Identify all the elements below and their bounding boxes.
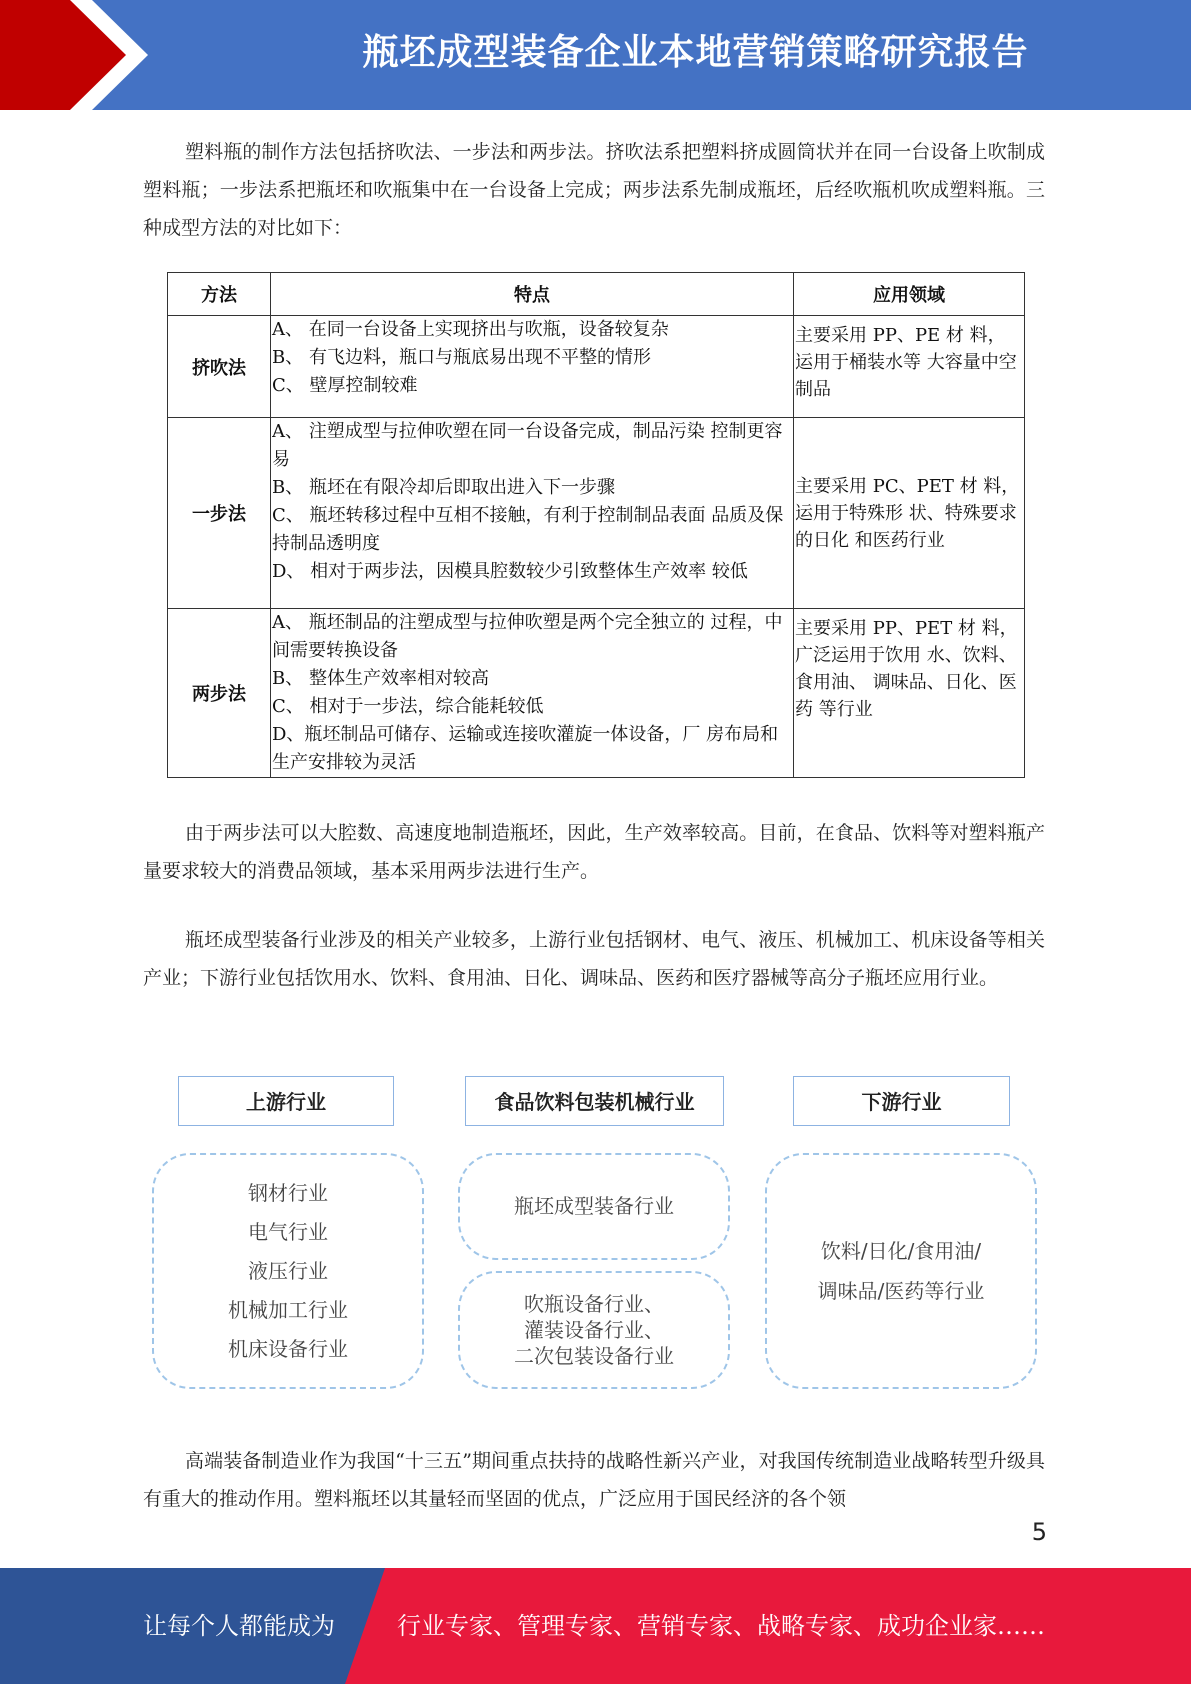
two-step-paragraph: 由于两步法可以大腔数、高速度地制造瓶坯，因此，生产效率较高。目前，在食品、饮料等对塑料瓶产量要求较大的消费品领域，基本采用两步法进行生产。 [143, 822, 1045, 882]
feature-line: B、 整体生产效率相对较高 [272, 668, 489, 689]
application-cell [794, 418, 1025, 609]
features-cell [271, 316, 794, 418]
application-text: 主要采用 PP、PET 材 料，广泛运用于饮用 水、饮料、食用油、 调味品、日化、医药 等行业 [795, 618, 1018, 720]
feature-line: C、 瓶坯转移过程中互相不接触，有利于控制制品表面 品质及保持制品透明度 [272, 505, 784, 554]
method-cell: 挤吹法 [168, 316, 271, 418]
feature-line: A、 在同一台设备上实现挤出与吹瓶，设备较复杂 [272, 319, 669, 340]
feature-line: B、 瓶坯在有限冷却后即取出进入下一步骤 [272, 477, 615, 498]
features-cell [271, 609, 794, 778]
table-row [168, 316, 1025, 418]
application-text: 主要采用 PP、PE 材 料，运用于桶装水等 大容量中空制品 [795, 325, 1017, 400]
application-cell [794, 316, 1025, 418]
downstream-group [765, 1153, 1037, 1389]
comparison-table [167, 272, 1025, 778]
upstream-item: 机床设备行业 [228, 1336, 348, 1361]
application-text: 主要采用 PC、PET 材 料，运用于特殊形 状、特殊要求的日化 和医药行业 [795, 475, 1020, 551]
upstream-item: 电气行业 [248, 1219, 328, 1244]
middle-title: 食品饮料包装机械行业 [465, 1076, 724, 1126]
upstream-title: 上游行业 [178, 1076, 394, 1126]
method-cell: 一步法 [168, 418, 271, 609]
industry-chain-diagram [140, 1070, 1050, 1400]
feature-line: C、 壁厚控制较难 [272, 375, 418, 396]
table-header-row [168, 273, 1025, 316]
page-header [0, 0, 1191, 110]
feature-line: D、 相对于两步法，因模具腔数较少引致整体生产效率 较低 [272, 561, 748, 582]
table-row [168, 418, 1025, 609]
table-row [168, 609, 1025, 778]
middle-item: 灌装设备行业、 [524, 1318, 664, 1342]
downstream-title: 下游行业 [793, 1076, 1010, 1126]
upstream-group [152, 1153, 424, 1389]
header-title: 瓶坯成型装备企业本地营销策略研究报告 [362, 32, 1029, 73]
header-arrow-icon [0, 0, 160, 110]
upstream-item: 液压行业 [248, 1258, 328, 1283]
feature-line: B、 有飞边料，瓶口与瓶底易出现不平整的情形 [272, 347, 651, 368]
intro-paragraph: 塑料瓶的制作方法包括挤吹法、一步法和两步法。挤吹法系把塑料挤成圆筒状并在同一台设备上吹制成塑料瓶；一步法系把瓶坯和吹瓶集中在一台设备上完成；两步法系先制成瓶坯，后经吹瓶机吹成塑料瓶。三种成型方法的对比如下： [143, 141, 1045, 239]
footer-slogan-left: 让每个人都能成为 [143, 1612, 335, 1640]
strategy-paragraph: 高端装备制造业作为我国“十三五”期间重点扶持的战略性新兴产业，对我国传统制造业战略转型升级具有重大的推动作用。塑料瓶坯以其量轻而坚固的优点，广泛应用于国民经济的各个领 [143, 1450, 1045, 1510]
industry-chain-paragraph: 瓶坯成型装备行业涉及的相关产业较多，上游行业包括钢材、电气、液压、机械加工、机床设备等相关产业；下游行业包括饮用水、饮料、食用油、日化、调味品、医药和医疗器械等高分子瓶坯应用行业。 [143, 929, 1045, 989]
middle-item: 二次包装设备行业 [514, 1344, 674, 1368]
upstream-item: 机械加工行业 [228, 1297, 348, 1322]
upstream-item: 钢材行业 [248, 1180, 328, 1205]
page-footer [0, 1568, 1191, 1684]
page-number: 5 [1031, 1518, 1047, 1546]
middle-item: 吹瓶设备行业、 [524, 1292, 664, 1316]
feature-line: D、瓶坯制品可储存、运输或连接吹灌旋一体设备，厂 房布局和生产安排较为灵活 [272, 724, 779, 773]
features-cell [271, 418, 794, 609]
header-application: 应用领域 [794, 273, 1025, 316]
method-cell: 两步法 [168, 609, 271, 778]
feature-line: C、 相对于一步法，综合能耗较低 [272, 696, 544, 717]
application-cell [794, 609, 1025, 778]
feature-line: A、 瓶坯制品的注塑成型与拉伸吹塑是两个完全独立的 过程，中间需要转换设备 [272, 612, 783, 661]
header-features: 特点 [271, 273, 794, 316]
downstream-item: 饮料/日化/食用油/ [820, 1239, 982, 1263]
middle-top-group [458, 1153, 730, 1260]
feature-line: A、 注塑成型与拉伸吹塑在同一台设备完成，制品污染 控制更容易 [272, 421, 783, 470]
header-method: 方法 [168, 273, 271, 316]
footer-slogan-right: 行业专家、管理专家、营销专家、战略专家、成功企业家…… [397, 1612, 1045, 1640]
downstream-item: 调味品/医药等行业 [817, 1279, 985, 1303]
middle-item: 瓶坯成型装备行业 [514, 1194, 674, 1218]
middle-bottom-group [458, 1271, 730, 1389]
